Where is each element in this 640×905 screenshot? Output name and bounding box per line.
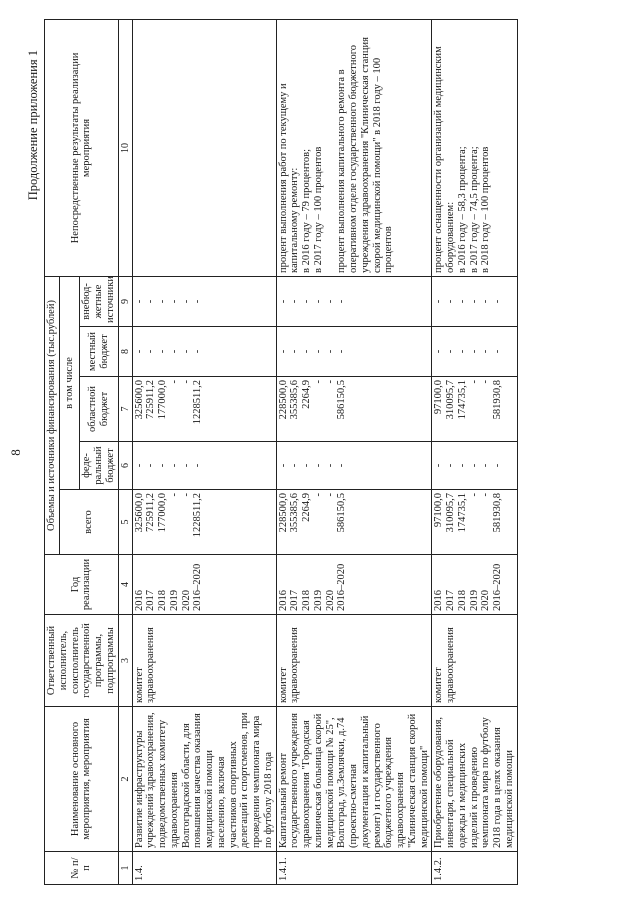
row-total-value: 586150,5 (336, 493, 348, 533)
row-years (432, 555, 517, 615)
row-total-value: 355385,6 (289, 493, 301, 533)
row-local-value: - (180, 349, 192, 354)
table-row (276, 19, 432, 884)
row-local-value: - (289, 349, 301, 354)
row-offbudget-value: - (145, 299, 157, 304)
row-total-value: - (468, 493, 480, 497)
column-number: 6 (118, 442, 132, 490)
appendix-title: Продолжение приложения 1 (26, 50, 40, 201)
row-local-value: - (468, 349, 480, 354)
row-years-value: 2018 (456, 590, 468, 611)
row-total-value: 325600,0 (133, 493, 145, 533)
header-including: в том числе (59, 276, 80, 489)
row-results-value: процент выполнения работ по текущему и капитальному ремонту: (277, 83, 301, 273)
row-total (432, 490, 517, 555)
row-regional-value: - (468, 380, 480, 384)
row-regional-value: 228500,0 (277, 380, 289, 420)
row-total-value: - (480, 493, 492, 497)
row-federal-value: - (133, 463, 145, 468)
row-local-value: - (145, 349, 157, 354)
table-row (432, 19, 517, 884)
row-number: 1.4. (132, 852, 276, 885)
row-offbudget-value: - (277, 299, 289, 304)
row-local-value: - (433, 349, 445, 354)
row-local-value: - (312, 349, 324, 354)
row-name: Приобретение оборудования, инвентаря, специальной одежды и медицинских изделий к проведению чемпионата мира по футболу 2018 года в целях оказания медицинской помощи (432, 707, 517, 852)
row-local-value: - (192, 349, 204, 354)
row-local-value: - (336, 349, 348, 354)
row-total-value: 174735,1 (456, 493, 468, 533)
row-regional-value: - (168, 380, 180, 384)
row-results-value: в 2016 году – 58,3 процента; (456, 146, 468, 273)
row-offbudget-value: - (133, 299, 145, 304)
column-number: 2 (118, 707, 132, 852)
header-regional: областной бюджет (80, 377, 118, 442)
row-results-value: процент выполнения капитального ремонта в оперативном отделе государственного бюджетного учреждения здравоохранения "Клиническая станция скорой медицинской помощи" в 2018 году – 100 процентов (336, 37, 395, 273)
column-number: 10 (118, 19, 132, 276)
row-years-value: 2019 (312, 590, 324, 611)
row-federal-value: - (336, 463, 348, 468)
row-number: 1.4.1. (276, 852, 432, 885)
row-federal-value: - (480, 463, 492, 468)
header-total: всего (59, 490, 118, 555)
row-total-value: 725911,2 (145, 493, 157, 532)
row-regional (132, 377, 276, 442)
row-years-value: 2016–2020 (492, 563, 504, 611)
row-federal (432, 442, 517, 490)
row-years-value: 2020 (480, 590, 492, 611)
table-body (132, 19, 517, 884)
row-federal-value: - (145, 463, 157, 468)
row-local-value: - (480, 349, 492, 354)
row-total-value: 2264,9 (301, 493, 313, 522)
header-results: Непосредственные результаты реализации мероприятия (45, 19, 119, 276)
row-years (132, 555, 276, 615)
row-regional-value: 97100,0 (433, 380, 445, 415)
row-regional-value: 581930,8 (492, 380, 504, 420)
header-responsible: Ответственный исполнитель, соисполнитель государственной программы, подпрограммы (45, 615, 119, 707)
row-total-value: 1228511,2 (192, 493, 204, 538)
row-total-value: - (324, 493, 336, 497)
row-federal-value: - (180, 463, 192, 468)
row-name: Капитальный ремонт государственного учреждения здравоохранения "Городская клиническая больница скорой медицинской помощи № 25", Волгоград, ул.Землячки, д.74 (проектно-сметная документация и капитальный ремонт) и государственного бюджетного учреждения здравоохранения "Клиническая станция скорой медицинской помощи" (276, 707, 432, 852)
row-years-value: 2016 (433, 590, 445, 611)
row-federal (132, 442, 276, 490)
header-name: Наименование основного мероприятия, мероприятия (45, 707, 119, 852)
row-total-value: 228500,0 (277, 493, 289, 533)
column-number: 9 (118, 276, 132, 326)
header-offbudget: внебюд-жетные источники (80, 276, 118, 326)
row-local-value: - (324, 349, 336, 354)
column-number: 7 (118, 377, 132, 442)
row-offbudget-value: - (492, 299, 504, 304)
row-offbudget-value: - (180, 299, 192, 304)
row-local-value: - (157, 349, 169, 354)
row-local-value: - (445, 349, 457, 354)
row-years-value: 2018 (301, 590, 313, 611)
header-no: № п/п (45, 852, 119, 885)
row-total-value: - (180, 493, 192, 497)
row-federal (276, 442, 432, 490)
row-offbudget-value: - (312, 299, 324, 304)
row-local (276, 327, 432, 377)
row-responsible: комитет здравоохранения (132, 615, 276, 707)
row-total-value: - (312, 493, 324, 497)
row-years-value: 2018 (157, 590, 169, 611)
header-year: Год реализации (45, 555, 119, 615)
row-federal-value: - (433, 463, 445, 468)
row-regional-value: - (324, 380, 336, 384)
row-regional (432, 377, 517, 442)
row-years-value: 2019 (168, 590, 180, 611)
row-federal-value: - (289, 463, 301, 468)
column-number: 8 (118, 327, 132, 377)
row-years-value: 2019 (468, 590, 480, 611)
row-results-value: в 2016 году – 79 процентов; (301, 148, 313, 273)
row-local (132, 327, 276, 377)
row-results (432, 19, 517, 276)
row-offbudget-value: - (168, 299, 180, 304)
row-regional-value: 1228511,2 (192, 380, 204, 425)
column-number: 3 (118, 615, 132, 707)
row-offbudget-value: - (480, 299, 492, 304)
row-federal-value: - (157, 463, 169, 468)
table-row (132, 19, 276, 884)
row-years-value: 2016 (277, 590, 289, 611)
row-federal-value: - (192, 463, 204, 468)
row-regional-value: 2264,9 (301, 380, 313, 409)
column-number: 5 (118, 490, 132, 555)
row-offbudget-value: - (157, 299, 169, 304)
row-offbudget (132, 276, 276, 326)
row-offbudget-value: - (324, 299, 336, 304)
row-years-value: 2020 (180, 590, 192, 611)
header-volumes: Объемы и источники финансирования (тыс.рублей) (45, 276, 60, 554)
row-offbudget-value: - (289, 299, 301, 304)
row-years-value: 2017 (445, 590, 457, 611)
row-offbudget-value: - (468, 299, 480, 304)
row-local-value: - (168, 349, 180, 354)
row-regional-value: - (180, 380, 192, 384)
row-results-value: в 2017 году – 100 процентов (312, 146, 324, 273)
financing-table (44, 19, 518, 885)
row-name: Развитие инфраструктуры учреждений здравоохранения, подведомственных комитету здравоохранения Волгоградской области, для повышения качества оказания медицинской помощи населению, включая участников спортивных делегаций и спортсменов, при проведении чемпионата мира по футболу 2018 года (132, 707, 276, 852)
column-numbers-row (118, 19, 132, 884)
row-offbudget-value: - (192, 299, 204, 304)
header-federal: феде-ральный бюджет (80, 442, 118, 490)
row-offbudget-value: - (336, 299, 348, 304)
row-regional-value: 586150,5 (336, 380, 348, 420)
row-total-value: 581930,8 (492, 493, 504, 533)
row-local-value: - (133, 349, 145, 354)
row-local-value: - (277, 349, 289, 354)
row-responsible: комитет здравоохранения (432, 615, 517, 707)
row-federal-value: - (301, 463, 313, 468)
row-results (276, 19, 432, 276)
row-federal-value: - (492, 463, 504, 468)
row-years (276, 555, 432, 615)
row-offbudget-value: - (456, 299, 468, 304)
row-offbudget-value: - (445, 299, 457, 304)
row-regional-value: 174735,1 (456, 380, 468, 420)
column-number: 1 (118, 852, 132, 885)
row-responsible: комитет здравоохранения (276, 615, 432, 707)
row-local-value: - (492, 349, 504, 354)
row-results-value: в 2017 году – 74,5 процента; (468, 146, 480, 273)
row-years-value: 2020 (324, 590, 336, 611)
row-regional-value: 310095,7 (445, 380, 457, 420)
row-federal-value: - (456, 463, 468, 468)
row-total-value: - (168, 493, 180, 497)
row-total-value: 97100,0 (433, 493, 445, 528)
row-results-value: процент оснащенности организаций медицинским оборудованием: (433, 46, 457, 273)
row-years-value: 2016–2020 (336, 563, 348, 611)
row-years-value: 2016–2020 (192, 563, 204, 611)
row-federal-value: - (312, 463, 324, 468)
row-regional (276, 377, 432, 442)
page-number: 8 (8, 449, 23, 456)
row-number: 1.4.2. (432, 852, 517, 885)
row-regional-value: 325600,0 (133, 380, 145, 420)
row-federal-value: - (168, 463, 180, 468)
row-offbudget (276, 276, 432, 326)
row-years-value: 2016 (133, 590, 145, 611)
header-local: местный бюджет (80, 327, 118, 377)
row-results (132, 19, 276, 276)
column-number: 4 (118, 555, 132, 615)
row-federal-value: - (468, 463, 480, 468)
row-results-value: в 2018 году – 100 процентов (480, 146, 492, 273)
row-local (432, 327, 517, 377)
row-regional-value: 177000,0 (157, 380, 169, 420)
row-federal-value: - (324, 463, 336, 468)
row-years-value: 2017 (145, 590, 157, 611)
row-offbudget (432, 276, 517, 326)
row-federal-value: - (277, 463, 289, 468)
row-total (132, 490, 276, 555)
row-total-value: 310095,7 (445, 493, 457, 533)
row-offbudget-value: - (301, 299, 313, 304)
row-regional-value: - (312, 380, 324, 384)
row-regional-value: 725911,2 (145, 380, 157, 419)
row-years-value: 2017 (289, 590, 301, 611)
row-total (276, 490, 432, 555)
row-results-value (325, 23, 337, 273)
row-federal-value: - (445, 463, 457, 468)
row-local-value: - (456, 349, 468, 354)
row-total-value: 177000,0 (157, 493, 169, 533)
row-regional-value: 355385,6 (289, 380, 301, 420)
row-regional-value: - (480, 380, 492, 384)
row-local-value: - (301, 349, 313, 354)
row-offbudget-value: - (433, 299, 445, 304)
